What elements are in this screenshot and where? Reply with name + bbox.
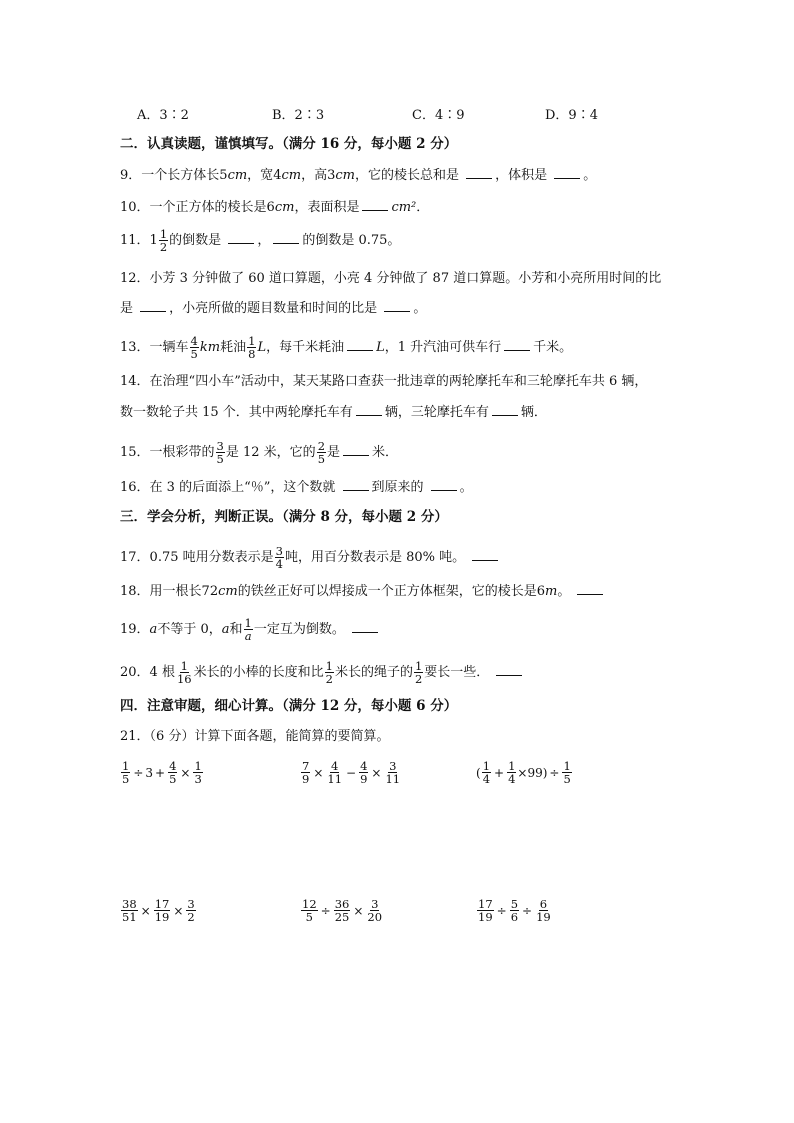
option-c: C．4∶9: [412, 108, 465, 123]
question-17: 17．0.75 吨用分数表示是 $\frac{3}{4}$ 吨，用百分数表示是 80% 吨。: [120, 545, 501, 570]
answer-blank[interactable]: [343, 478, 369, 491]
answer-blank[interactable]: [362, 198, 388, 211]
question-14-line-2: 数一数轮子共 15 个．其中两轮摩托车有 辆，三轮摩托车有 辆．: [120, 405, 547, 420]
question-15: 15．一根彩带的 $\frac{3}{5}$ 是 12 米，它的 $\frac{2}{5}$ 是 米．: [120, 439, 399, 466]
answer-blank[interactable]: [356, 403, 382, 416]
judge-blank[interactable]: [472, 548, 498, 561]
question-11: 11．1 $\frac{1}{2}$ 的倒数是 ， 的倒数是 0.75。: [120, 227, 401, 254]
question-13: 13．一辆车 $\frac{4}{5}$ km耗油 $\frac{1}{8}$ L，每千米耗油 L，1 升汽油可供车行 千米。: [120, 334, 573, 361]
fraction: $\frac{1}{2}$: [414, 659, 423, 686]
question-20: 20．4 根 $\frac{1}{16}$ 米长的小棒的长度和比 $\frac{1}{2}$ 米长的绳子的 $\frac{1}{2}$ 要长一些．: [120, 660, 525, 685]
fraction: $\frac{1}{8}$: [248, 334, 256, 361]
calc-expression-2: $\frac{7}{9}$ × $\frac{4}{11}$ − $\frac{4}{9}$ × $\frac{3}{11}$: [302, 759, 401, 786]
judge-blank[interactable]: [496, 663, 522, 676]
fraction: $\frac{3}{5}$: [216, 439, 224, 466]
answer-blank[interactable]: [343, 443, 369, 456]
answer-blank[interactable]: [466, 166, 492, 179]
calc-expression-3: ( $\frac{1}{4}$ + $\frac{1}{4}$ ×99 ) ÷ $\frac{1}{5}$: [476, 759, 571, 786]
answer-blank[interactable]: [554, 166, 580, 179]
calc-expression-6: $\frac{17}{19}$ ÷ $\frac{5}{6}$ ÷ $\frac{6}{19}$: [478, 897, 551, 924]
calc-expression-1: $\frac{1}{5}$ ÷ 3 + $\frac{4}{5}$ × $\frac{1}{3}$: [122, 759, 202, 786]
question-16: 16．在 3 的后面添上“％”，这个数就 到原来的 。: [120, 480, 473, 495]
section-4-heading: 四．注意审题，细心计算。（满分 12 分，每小题 6 分）: [120, 698, 458, 714]
answer-blank[interactable]: [431, 478, 457, 491]
question-12-line-2: 是 ，小亮所做的题目数量和时间的比是 。: [120, 301, 427, 316]
fraction: $\frac{1}{16}$: [176, 659, 192, 686]
option-b: B．2∶3: [272, 108, 325, 123]
answer-blank[interactable]: [140, 299, 166, 312]
section-2-heading: 二．认真读题，谨慎填写。（满分 16 分，每小题 2 分）: [120, 136, 458, 152]
calc-expression-4: $\frac{38}{51}$ × $\frac{17}{19}$ × $\frac{3}{2}$: [122, 897, 195, 924]
option-a: A．3∶2: [137, 108, 189, 123]
question-12-line-1: 12．小芳 3 分钟做了 60 道口算题，小亮 4 分钟做了 87 道口算题。小芳和小亮所用时间的比: [120, 271, 662, 286]
question-21-title: 21．（6 分）计算下面各题，能简算的要简算。: [120, 729, 390, 744]
fraction: $\frac{2}{5}$: [317, 439, 326, 466]
question-9: 9．一个长方体长5cm，宽4cm，高3cm，它的棱长总和是 ，体积是 。: [120, 168, 597, 183]
judge-blank[interactable]: [352, 620, 378, 633]
fraction: $\frac{4}{5}$: [190, 334, 198, 361]
fraction: $\frac{1}{2}$: [325, 659, 333, 686]
question-14-line-1: 14．在治理“四小车”活动中，某天某路口查获一批违章的两轮摩托车和三轮摩托车共 6 辆，: [120, 374, 648, 389]
answer-blank[interactable]: [384, 299, 410, 312]
fraction: $\frac{1}{a}$: [244, 616, 252, 643]
answer-blank[interactable]: [504, 338, 530, 351]
judge-blank[interactable]: [577, 582, 603, 595]
fraction: $\frac{3}{4}$: [275, 544, 283, 571]
calc-expression-5: $\frac{12}{5}$ ÷ $\frac{36}{25}$ × $\frac{3}{20}$: [302, 897, 383, 924]
question-18: 18．用一根长72cm的铁丝正好可以焊接成一个正方体框架，它的棱长是6m。: [120, 582, 606, 601]
option-d: D．9∶4: [545, 108, 598, 123]
fraction: $\frac{1}{2}$: [159, 227, 168, 254]
answer-blank[interactable]: [273, 231, 299, 244]
question-19: 19．a不等于 0，a和 $\frac{1}{a}$ 一定互为倒数。: [120, 617, 381, 642]
answer-blank[interactable]: [492, 403, 518, 416]
section-3-heading: 三．学会分析，判断正误。（满分 8 分，每小题 2 分）: [120, 509, 448, 525]
answer-blank[interactable]: [228, 231, 254, 244]
question-10: 10．一个正方体的棱长是6cm，表面积是 cm²．: [120, 200, 430, 215]
answer-blank[interactable]: [347, 338, 373, 351]
